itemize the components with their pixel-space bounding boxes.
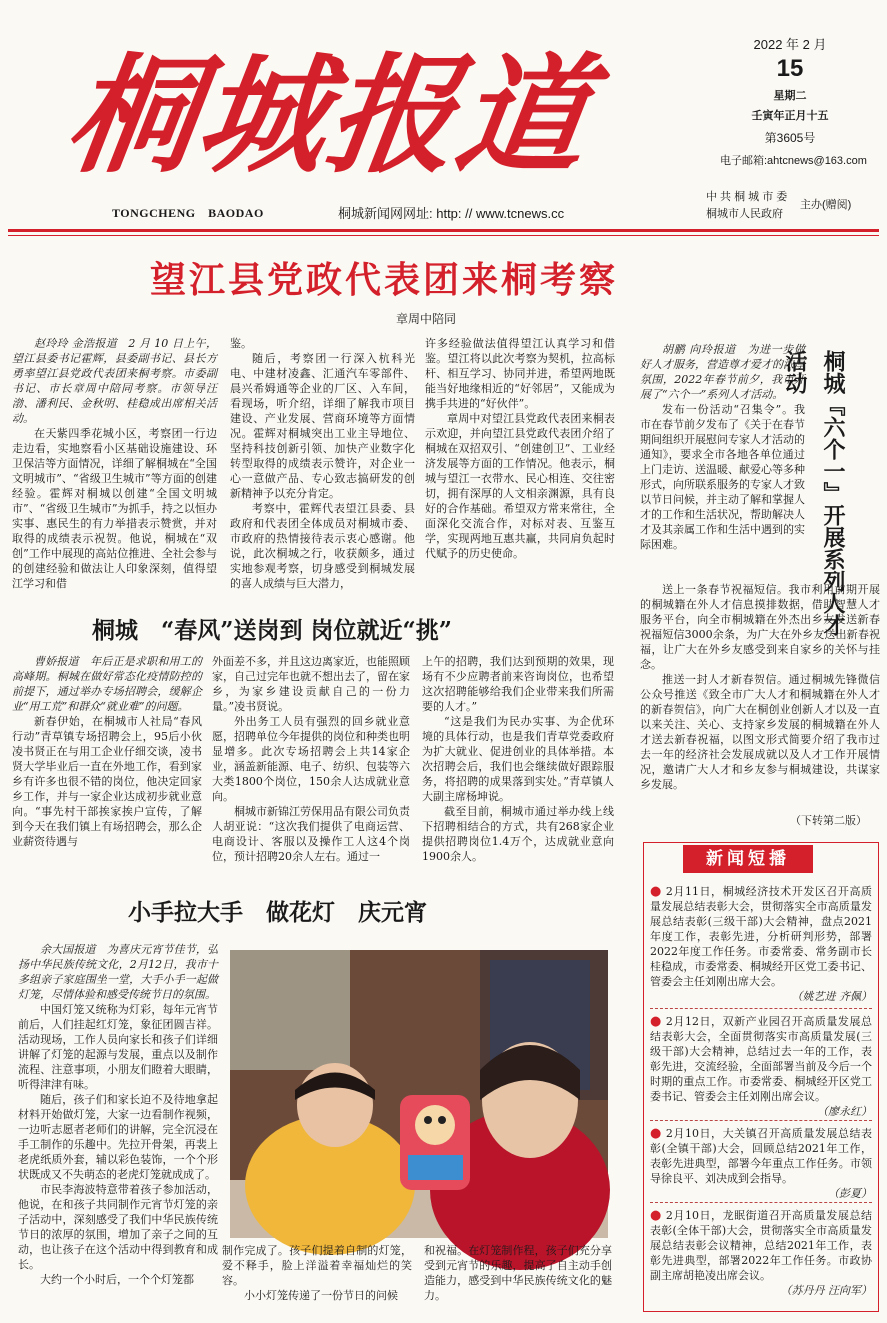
news-brief-text: 2月10日，龙眠街道召开高质量发展总结表彰(全体干部)大会，贯彻落实全市高质量发展总结表彰会议精神，总结2021年工作，表彰先进典型，部署2022年工作任务。市政协副主席胡艳凌出席会议。	[650, 1209, 873, 1282]
article4-paragraph: 推送一封人才新春贺信。通过桐城先锋微信公众号推送《致全市广大人才和桐城籍在外人才的新春贺信》，向广大在桐创业创新人才以及一直以来关注、关心、支持家乡发展的桐城籍在外人才送去新春祝福，以图文形式简要介绍了我市过去一年的经济社会发展成就以及人才工作开展情况，邀请广大人才和乡友参与桐城建设，共谋家乡发展。	[640, 673, 880, 791]
article1-paragraph: 鉴。	[230, 337, 252, 350]
sponsor-note: 主办(赠阅)	[800, 199, 852, 211]
website-url[interactable]: 桐城新闻网网址: http: // www.tcnews.cc	[338, 206, 565, 221]
news-brief-text: 2月11日，桐城经济技术开发区召开高质量发展总结表彰大会，贯彻落实全市高质量发展总结表彰(三级干部)大会精神，盘点2021年度工作，表彰先进，分析研判形势，部署2022年度工作任务。市委常委、常务副市长桂稳成，市委常委、桐城经开区党工委书记、管委会主任刘刚出席大会。	[650, 885, 873, 988]
article1-column-3	[425, 336, 615, 586]
news-brief-author: （苏丹丹 汪向军）	[780, 1284, 872, 1297]
article2-paragraph: 截至目前，桐城市通过举办线上线下招聘相结合的方式，共有268家企业提供招聘岗位1.4万个，达成就业意向1900余人。	[422, 805, 614, 863]
news-brief-text: 2月10日，大关镇召开高质量发展总结表彰(全镇干部)大会，回顾总结2021年工作，表彰先进典型，部署今年重点工作任务。市领导徐良平、刘决成到会指导。	[650, 1127, 873, 1185]
article2-paragraph: 新春伊始，在桐城市人社局“春风行动”青草镇专场招聘会上，95后小伙凌书贤正在与用工企业仔细交谈，凌书贤大学毕业后一直在外地工作，看到家乡有许多也很不错的岗位，他决定回家乡工作，并与一家企业达成初步就业意向。“事先村干部挨家挨户宣传，了解到今天在我们镇上有场招聘会，那么企业薪资待遇与	[12, 715, 202, 848]
sponsor-line-1: 中 共 桐 城 市 委	[706, 191, 788, 203]
date-box	[700, 34, 880, 168]
article1-paragraph: 随后，考察团一行深入杭科光电、中建材凌鑫、汇通汽车零部件、晨兴希姆通等企业的厂区、入车间，看现场，听介绍，详细了解我市项目建设、产业发展、营商环境等方面情况。霍辉对桐城突出工业主导地位、坚持科技创新引领、加快产业数字化转型取得的成绩表示赞许，对企业一心一意做产品、专心致志搞研发的创新精神予以充分肯定。	[230, 352, 415, 500]
article2-paragraph: 桐城市新锦江劳保用品有限公司负责人胡亚说：“这次我们提供了电商运营、电商设计、客服以及操作工人这4个岗位，预计招聘20余人左右。通过一	[212, 805, 410, 863]
masthead-pinyin: TONGCHENG BAODAO	[112, 206, 264, 220]
article4-column-bottom	[640, 582, 880, 822]
news-divider	[650, 1008, 872, 1009]
article2-paragraph: 外面差不多，并且这边离家近，也能照顾家，自己过完年也就不想出去了，留在家乡，为家乡建设贡献自己的一份力量。”凌书贤说。	[212, 655, 410, 713]
article2-headline: 桐城 “春风”送岗到 岗位就近“挑”	[92, 617, 452, 644]
bullet-icon: ●	[650, 884, 662, 899]
article1-paragraph: 在天紫四季花城小区，考察团一行边走边看，实地察看小区基础设施建设、环卫保洁等方面情况，详细了解桐城在“全国文明城市”、“省级卫生城市”等方面的创建经验。霍辉对桐城以创建“全国文明城市”、“省级卫生城市”为抓手，持之以恒办实事、惠民生的有力举措表示赞赏，并对取得的成绩表示祝贺。他说，桐城在“双创”工作中展现的高站位推进、全社会参与的创建经验和做法让人印象深刻，值得望江学习和借	[12, 427, 217, 590]
article1-column-2	[230, 336, 415, 590]
lead-byline: 章周中陪同	[396, 312, 457, 326]
article2-paragraph: “这是我们为民办实事、为企优环境的具体行动，也是我们青草党委政府为扩大就业、促进创业的具体举措。本次招聘会后，我们也会继续做好跟踪服务，将招聘的成果落到实处。”青草镇人大副主席杨坤说。	[422, 715, 614, 803]
article1-paragraph: 考察中，霍辉代表望江县委、县政府和代表团全体成员对桐城市委、市政府的热情接待表示衷心感谢。他说，此次桐城之行，收获颇多，通过实地参观考察，切身感受到桐城发展的喜人成绩与巨大潜力，	[230, 502, 415, 590]
masthead-rule	[8, 229, 879, 232]
article3-column-3	[424, 1243, 612, 1313]
weekday: 星期二	[773, 90, 807, 102]
article2-column-3	[422, 654, 614, 866]
article4-paragraph: 胡鹏 向玲报道 为进一步做好人才服务，营造尊才爱才的浓厚氛围，2022年春节前夕，我市开展了“六个一”系列人才活动。	[640, 343, 805, 401]
email-address[interactable]: 电子邮箱:ahtcnews@163.com	[720, 155, 867, 167]
article3-paragraph: 余大国报道 为喜庆元宵节佳节，弘扬中华民族传统文化，2月12日，我市十多组亲子家庭围坐一堂，大手小手一起做灯笼，尽情体验和感受传统节日的氛围。	[18, 943, 218, 1001]
sponsor-block	[706, 189, 866, 223]
continued-note: （下转第二版）	[790, 814, 867, 827]
article3-column-2	[222, 1243, 412, 1313]
date-day: 15	[776, 55, 804, 82]
article4-headline: 桐城『六个一』开展系列人才活动	[782, 350, 846, 636]
article3-paragraph: 中国灯笼又统称为灯彩，每年元宵节前后，人们挂起红灯笼，象征团圆吉祥。活动现场，工作人员向家长和孩子们详细讲解了灯笼的起源与发展，重点以及制作流程、注意事项，小朋友们瞪着大眼睛，听得津津有味。	[18, 1003, 218, 1091]
masthead-rule-thin	[8, 235, 879, 236]
bullet-icon: ●	[650, 1014, 662, 1029]
article3-paragraph: 大约一个小时后，一个个灯笼都	[40, 1273, 194, 1286]
date-year-month: 2022 年 2 月	[753, 37, 827, 52]
article3-paragraph: 市民李海波特意带着孩子参加活动，他说，在和孩子共同制作元宵节灯笼的亲子活动中，深刻感受了我们中华民族传统节日的浓厚的氛围，增加了亲子之间的互动，也让孩子在这个活动中得到教育和成长。	[18, 1183, 218, 1271]
news-divider	[650, 1120, 872, 1121]
bullet-icon: ●	[650, 1126, 662, 1141]
article2-paragraph: 外出务工人员有强烈的回乡就业意愿，招聘单位今年提供的岗位和种类也明显增多。此次专场招聘会上共14家企业，涵盖新能源、电子、纺织、包装等六大类1800个岗位，150余人达成就业意向。	[212, 715, 410, 803]
article3-column-1	[18, 942, 218, 1312]
article1-paragraph: 赵玲玲 金浩报道 2 月 10 日上午，望江县委书记霍辉，县委副书记、县长方勇率望江县党政代表团来桐考察。市委副书记、市长章周中陪同考察。市领导汪渤、潘利民、金秋明、桂稳成出席相关活动。	[12, 337, 217, 425]
article2-paragraph: 曹娇报道 年后正是求职和用工的高峰期。桐城在做好常态化疫情防控的前提下，通过举办专场招聘会，缓解企业“用工荒”和群众“就业难”的问题。	[12, 655, 202, 713]
article3-paragraph: 小小灯笼传递了一份节日的问候	[244, 1289, 398, 1302]
news-brief-text: 2月12日，双新产业园召开高质量发展总结表彰大会，全面贯彻落实市高质量发展(三级干部)大会精神，总结过去一年的工作，表彰先进，交流经验，全面部署当前及今后一个时期的重点工作。市委常委、桐城经开区党工委书记、管委会主任刘刚出席会议。	[650, 1015, 873, 1103]
news-brief-item	[650, 884, 872, 1004]
article3-paragraph: 随后，孩子们和家长迫不及待地拿起材料开始做灯笼，大家一边看制作视频，一边听志愿者老师们的讲解，完全沉浸在手工制作的乐趣中。先拉开骨架，再裴上老虎纸质外套，辅以彩色装饰，一个个形状既成又不失萌态的老虎灯笼就成成了。	[18, 1093, 218, 1181]
article2-column-1	[12, 654, 202, 866]
news-divider	[650, 1202, 872, 1203]
article3-headline: 小手拉大手 做花灯 庆元宵	[128, 899, 427, 926]
newspaper-logo	[57, 20, 632, 195]
article2-column-2	[212, 654, 410, 866]
article3-paragraph: 和祝福。在灯笼制作程，孩子们充分享受到元宵节的乐趣，提高了自主动手创造能力，感受到中华民族传统文化的魅力。	[424, 1244, 612, 1302]
article4-paragraph: 发布一份活动“召集令”。我市在春节前夕发布了《关于在春节期间组织开展慰问专家人才活动的通知》，要求全市各地各单位通过上门走访、送温暖、献爱心等多种形式，向所联系服务的专家人才致以节日问候，并主动了解和掌握人才的工作和生活状况，帮助解决人才及其亲属工作和生活中遇到的实际困难。	[640, 403, 805, 551]
article2-paragraph: 上午的招聘，我们达到预期的效果，现场有不少应聘者前来咨询岗位，也希望这次招聘能够给我们企业带来我们所需要的人才。”	[422, 655, 614, 713]
sponsor-line-2: 桐城市人民政府	[706, 208, 783, 220]
bullet-icon: ●	[650, 1208, 662, 1223]
article1-column-1	[12, 336, 217, 590]
issue-number: 第3605号	[764, 131, 816, 145]
news-brief-author: （廖永红）	[817, 1105, 872, 1118]
lantern-photo	[230, 950, 608, 1238]
article3-paragraph: 制作完成了。孩子们提着自制的灯笼，爱不释手，脸上洋溢着幸福灿烂的笑容。	[222, 1244, 412, 1287]
article1-paragraph: 章周中对望江县党政代表团来桐表示欢迎，并向望江县党政代表团介绍了桐城在双招双引、“创建创卫”、工业经济发展等方面的工作情况。他表示，桐城与望江一衣带水、民心相连、交往密切，拥有深厚的人文相亲渊源，具有良好的合作基础。希望双方常来常往，全面深化交流合作，对标对表、互鉴互学，实现两地互惠共赢，共同肩负起时代赋予的历史使命。	[425, 412, 615, 560]
lunar-date: 壬寅年正月十五	[751, 110, 829, 122]
logo-text: 桐城报道	[57, 40, 600, 191]
news-brief-author: （姚艺进 齐佩）	[791, 990, 872, 1003]
news-brief-title: 新闻短播	[683, 845, 813, 873]
article4-paragraph: 送上一条春节祝福短信。我市利用前期开展的桐城籍在外人才信息摸排数据，借助智慧人才服务平台，向全市桐城籍在外杰出乡友发送新春祝福短信3000余条，为广大在外乡友送出新春祝福，让广大在外乡友感受到来自家乡的关怀与挂念。	[640, 583, 880, 671]
article1-paragraph: 许多经验做法值得望江认真学习和借鉴。望江将以此次考察为契机，拉高标杆、相互学习、协同并进，希望两地既能当好地缘相近的“好邻居”，又能成为携手共进的“好伙伴”。	[425, 337, 615, 410]
article4-column-top	[640, 342, 805, 582]
news-brief-item	[650, 1126, 872, 1201]
news-brief-item	[650, 1014, 872, 1119]
lead-headline: 望江县党政代表团来桐考察	[150, 259, 619, 301]
news-brief-item	[650, 1208, 872, 1298]
news-brief-author: （彭夏）	[828, 1187, 872, 1200]
